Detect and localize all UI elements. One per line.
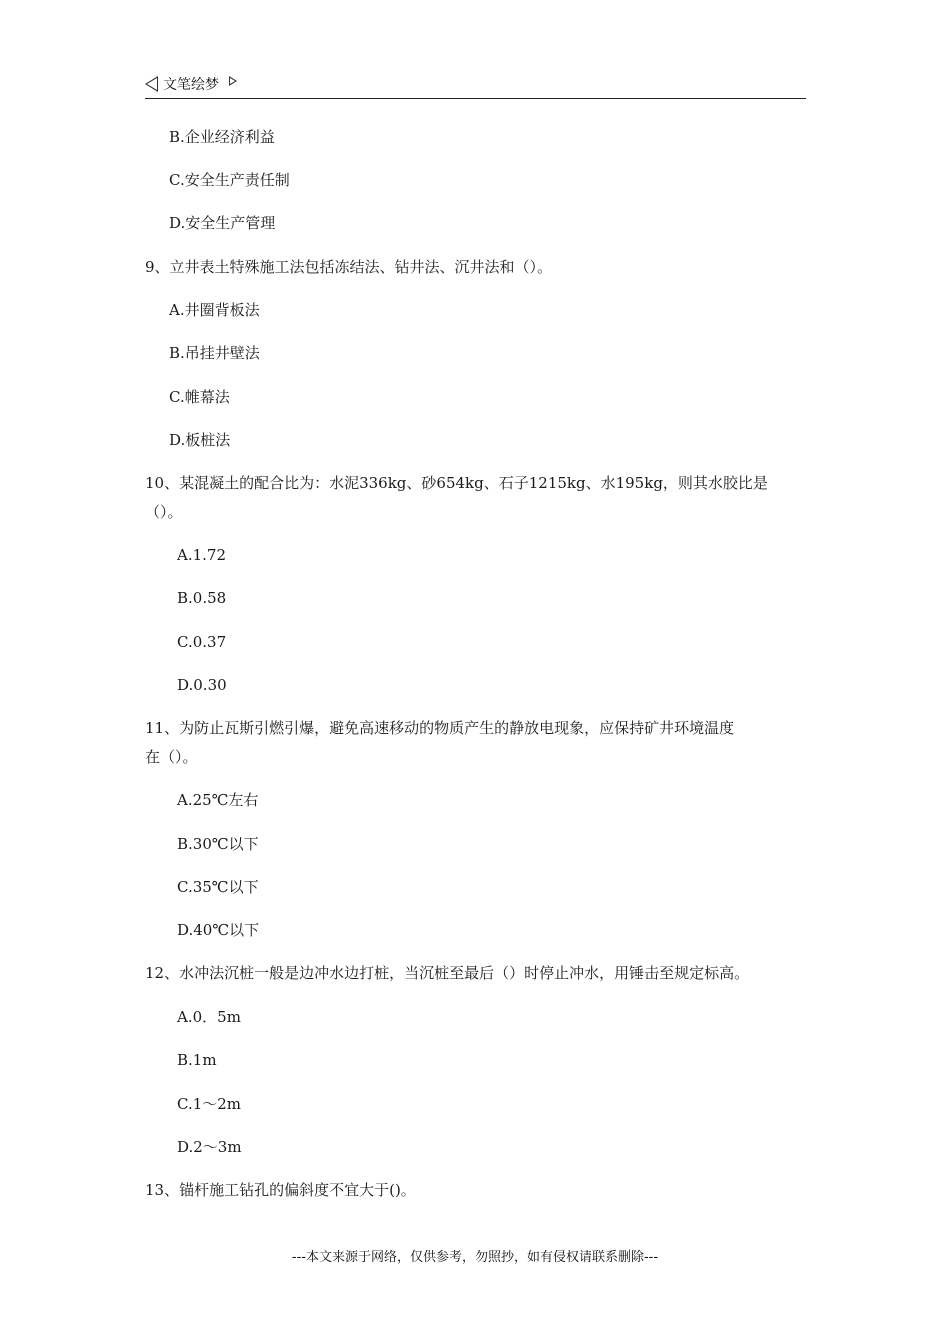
option-line: C.帷幕法: [169, 388, 230, 406]
question-11: 11、为防止瓦斯引燃引爆，避免高速移动的物质产生的静放电现象，应保持矿井环境温度: [145, 719, 735, 737]
option-line: D.板桩法: [169, 431, 231, 449]
option-line: D.2～3m: [177, 1138, 242, 1156]
option-line: C.0.37: [177, 633, 227, 651]
page-header: [145, 72, 806, 99]
option-line: B.1m: [177, 1051, 217, 1069]
header-logo: [145, 74, 237, 94]
triangle-left-icon: [145, 76, 158, 92]
option-line: A.1.72: [177, 546, 226, 564]
option-line: D.0.30: [177, 676, 227, 694]
option-line: A.0．5m: [177, 1008, 241, 1026]
logo-text: 文笔绘梦: [163, 77, 219, 93]
question-10: 10、某混凝土的配合比为：水泥336kg、砂654kg、石子1215kg、水195kg，则其水胶比是: [145, 474, 768, 492]
triangle-right-icon: [229, 76, 237, 86]
question-12: 12、水冲法沉桩一般是边冲水边打桩，当沉桩至最后（）时停止冲水，用锤击至规定标高。: [145, 964, 750, 982]
option-line: D.40℃以下: [177, 921, 260, 939]
option-line: C.35℃以下: [177, 878, 259, 896]
option-line: B.吊挂井壁法: [169, 344, 260, 362]
option-line: D.安全生产管理: [169, 214, 276, 232]
option-line: B.30℃以下: [177, 835, 259, 853]
question-10-cont: （）。: [145, 503, 183, 521]
question-9: 9、立井表土特殊施工法包括冻结法、钻井法、沉井法和（）。: [145, 258, 553, 276]
question-13: 13、锚杆施工钻孔的偏斜度不宜大于()。: [145, 1181, 416, 1199]
option-line: A.25℃左右: [177, 791, 259, 809]
question-11-cont: 在（）。: [145, 748, 198, 766]
option-line: C.1～2m: [177, 1095, 242, 1113]
option-line: C.安全生产责任制: [169, 171, 290, 189]
option-line: B.0.58: [177, 589, 227, 607]
page-footer: ---本文来源于网络，仅供参考，勿照抄，如有侵权请联系删除---: [291, 1250, 659, 1265]
option-line: B.企业经济利益: [169, 128, 275, 146]
option-line: A.井圈背板法: [169, 301, 260, 319]
